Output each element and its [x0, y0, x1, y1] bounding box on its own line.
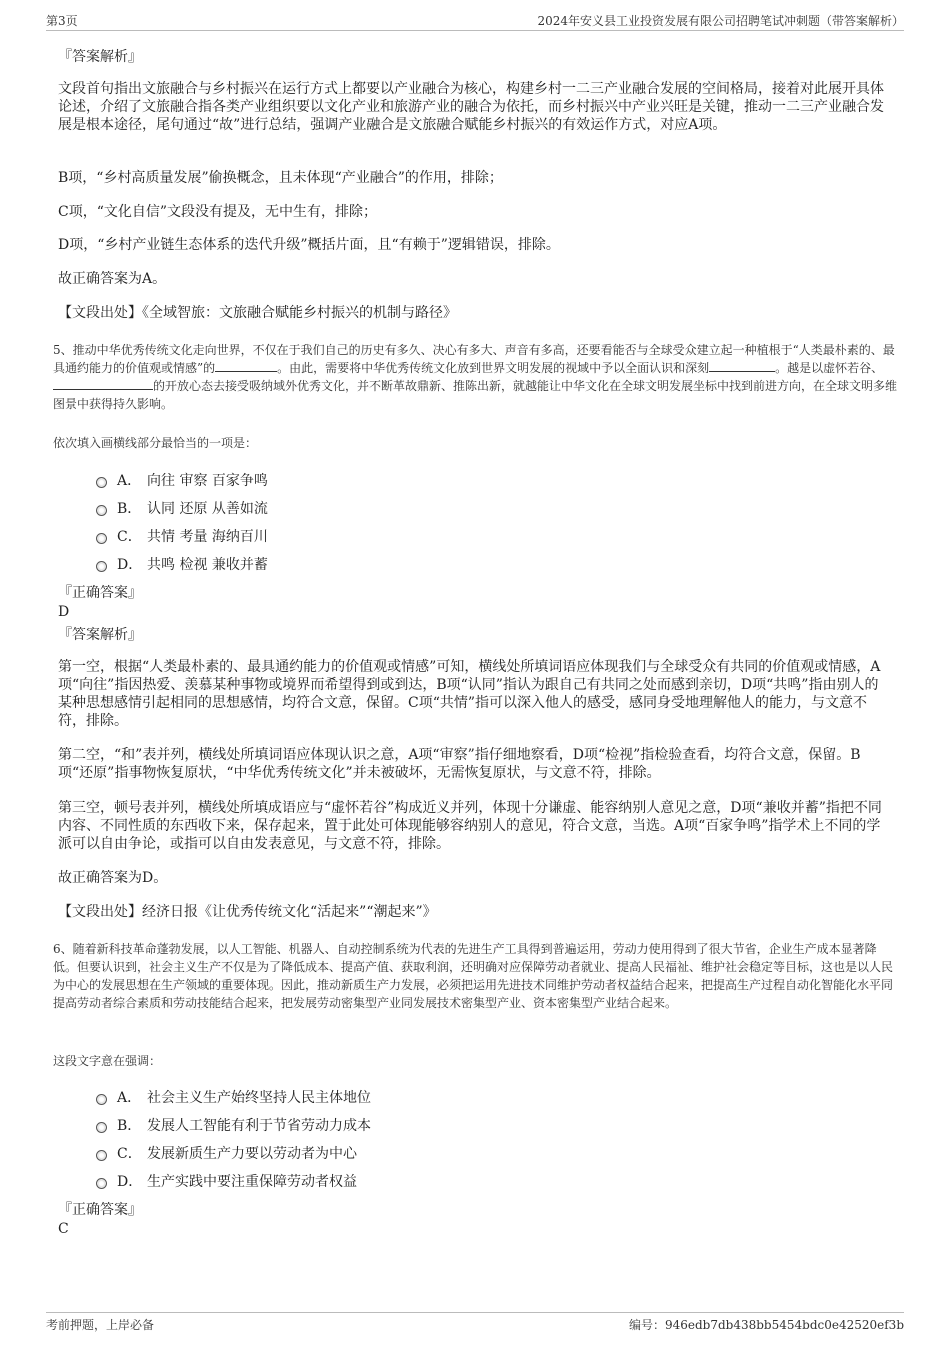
option-key: C． [117, 529, 142, 545]
q5-stem-part-4: 的开放心态去接受吸纳域外优秀文化，并不断革故鼎新、推陈出新，就越能让中华文化在全球文明发展坐标中找到前进方向，在全球文明多维图景中获得持久影响。 [53, 379, 898, 411]
q4-analysis-label: 『答案解析』 [58, 49, 142, 65]
option-key: D． [117, 1174, 143, 1190]
option-text: 发展人工智能有利于节省劳动力成本 [147, 1118, 371, 1134]
q5-prompt: 依次填入画横线部分最恰当的一项是： [53, 436, 258, 450]
q4-analysis-text: 文段首句指出文旅融合与乡村振兴在运行方式上都要以产业融合为核心，构建乡村一二三产业融合发展的空间格局，接着对此展开具体论述，介绍了文旅融合指各类产业组织要以文化产业和旅游产业的融合为依托，而乡村振兴中产业兴旺是关键，推动一二三产业融合发展是根本途径，尾句通过“故”进行总结，强调产业融合是文旅融合赋能乡村振兴的有效运作方式，对应A项。 [58, 81, 884, 133]
page-number: 第3页 [46, 14, 78, 28]
q5-analysis-blank-3: 第三空，顿号表并列，横线处所填成语应与“虚怀若谷”构成近义并列，体现十分谦虚、能容纳别人意见之意，D项“兼收并蓄”指把不同内容、不同性质的东西收下来，保存起来，置于此处可体现能够容纳别人的意见，符合文意，当选。A项“百家争鸣”指学术上不同的学派可以自由争论，或指可以自由发表意见，与文意不符，排除。 [58, 800, 882, 852]
radio-icon[interactable] [96, 1150, 107, 1161]
q5-answer: D [58, 604, 70, 620]
q5-blank-1 [215, 359, 277, 372]
q6-prompt: 这段文字意在强调： [53, 1054, 162, 1068]
q5-blank-3 [53, 377, 153, 390]
q5-stem-part-3: 。越是以虚怀若谷、 [775, 361, 884, 375]
radio-icon[interactable] [96, 1178, 107, 1189]
page-header [46, 12, 904, 31]
q6-option-c[interactable] [96, 1145, 357, 1163]
q5-source: 【文段出处】经济日报《让优秀传统文化“活起来”“潮起来”》 [58, 904, 437, 920]
q5-conclusion: 故正确答案为D。 [58, 870, 168, 886]
page-footer [46, 1312, 904, 1334]
footer-code [629, 1316, 904, 1333]
q6-stem: 6、随着新科技革命蓬勃发展，以人工智能、机器人、自动控制系统为代表的先进生产工具得到普遍运用，劳动力使用得到了很大节省，企业生产成本显著降低。但要认识到，社会主义生产不仅是为了降低成本、提高产值、获取利润，还明确对应保障劳动者就业、提高人民福祉、维护社会稳定等目标，这也是以人民为中心的发展思想在生产领域的重要体现。因此，推动新质生产力发展，必须把运用先进技术同维护劳动者权益结合起来，把提高生产过程自动化智能化水平同提高劳动者综合素质和劳动技能结合起来，把发展劳动密集型产业同发展技术密集型产业、资本密集型产业结合起来。 [53, 942, 894, 1010]
q4-option-c-analysis: C项，“文化自信”文段没有提及，无中生有，排除； [58, 204, 378, 220]
option-text: 共鸣 检视 兼收并蓄 [147, 557, 268, 573]
q5-stem [53, 341, 897, 413]
option-key: A． [117, 473, 142, 489]
option-key: A． [117, 1090, 142, 1106]
option-key: C． [117, 1146, 142, 1162]
option-text: 发展新质生产力要以劳动者为中心 [147, 1146, 357, 1162]
document-title: 2024年安义县工业投资发展有限公司招聘笔试冲刺题（带答案解析） [537, 14, 904, 28]
option-key: B． [117, 1118, 142, 1134]
q5-option-b[interactable] [96, 500, 268, 518]
q5-blank-2 [709, 359, 775, 372]
option-text: 认同 还原 从善如流 [147, 501, 268, 517]
option-text: 生产实践中要注重保障劳动者权益 [147, 1174, 357, 1190]
q5-option-c[interactable] [96, 528, 268, 546]
radio-icon[interactable] [96, 1122, 107, 1133]
q6-answer: C [58, 1221, 69, 1237]
q5-analysis-blank-2: 第二空，“和”表并列，横线处所填词语应体现认识之意，A项“审察”指仔细地察看，D项“检视”指检验查看，均符合文意，保留。B项“还原”指事物恢复原状，“中华优秀传统文化”并未被破坏，无需恢复原状，与文意不符，排除。 [58, 747, 861, 781]
footer-slogan: 考前押题，上岸必备 [46, 1318, 155, 1332]
q5-correct-label: 『正确答案』 [58, 585, 142, 601]
radio-icon[interactable] [96, 533, 107, 544]
footer-code-value: 946edb7db438bb5454bdc0e42520ef3b [664, 1318, 904, 1332]
q5-stem-part-1: 5、推动中华优秀传统文化走向世界，不仅在于我们自己的历史有多久、决心有多大、声音有多高，还要看能否与全球受众建立起一种植根于“人类最朴素的、最具通约能力的价值观或情感”的 [53, 343, 895, 375]
q4-option-b-analysis: B项，“乡村高质量发展”偷换概念，且未体现“产业融合”的作用，排除； [58, 170, 503, 186]
q6-option-a[interactable] [96, 1089, 371, 1107]
radio-icon[interactable] [96, 1094, 107, 1105]
q4-source: 【文段出处】《全域智旅：文旅融合赋能乡村振兴的机制与路径》 [58, 305, 457, 321]
q6-option-b[interactable] [96, 1117, 371, 1135]
radio-icon[interactable] [96, 477, 107, 488]
option-key: B． [117, 501, 142, 517]
option-text: 共情 考量 海纳百川 [147, 529, 268, 545]
radio-icon[interactable] [96, 561, 107, 572]
q6-option-d[interactable] [96, 1173, 357, 1191]
q4-option-d-analysis: D项，“乡村产业链生态体系的迭代升级”概括片面，且“有赖于”逻辑错误，排除。 [58, 237, 560, 253]
q5-analysis-label: 『答案解析』 [58, 627, 142, 643]
q4-conclusion: 故正确答案为A。 [58, 271, 167, 287]
q6-correct-label: 『正确答案』 [58, 1202, 142, 1218]
q5-analysis-blank-1: 第一空，根据“人类最朴素的、最具通约能力的价值观或情感”可知，横线处所填词语应体现我们与全球受众有共同的价值观或情感，A项“向往”指因热爱、羡慕某种事物或境界而希望得到或到达，B项“认同”指认为跟自己有共同之处而感到亲切，D项“共鸣”指由别人的某种思想感情引起相同的思想感情，均符合文意，保留。C项“共情”指可以深入他人的感受，感同身受地理解他人的能力，与文意不符，排除。 [58, 659, 881, 729]
q5-stem-part-2: 。由此，需要将中华优秀传统文化放到世界文明发展的视域中予以全面认识和深刻 [277, 361, 710, 375]
q5-option-d[interactable] [96, 556, 268, 574]
q5-option-a[interactable] [96, 472, 268, 490]
footer-code-label: 编号： [628, 1318, 665, 1332]
option-key: D． [117, 557, 143, 573]
option-text: 社会主义生产始终坚持人民主体地位 [147, 1090, 371, 1106]
option-text: 向往 审察 百家争鸣 [147, 473, 268, 489]
radio-icon[interactable] [96, 505, 107, 516]
